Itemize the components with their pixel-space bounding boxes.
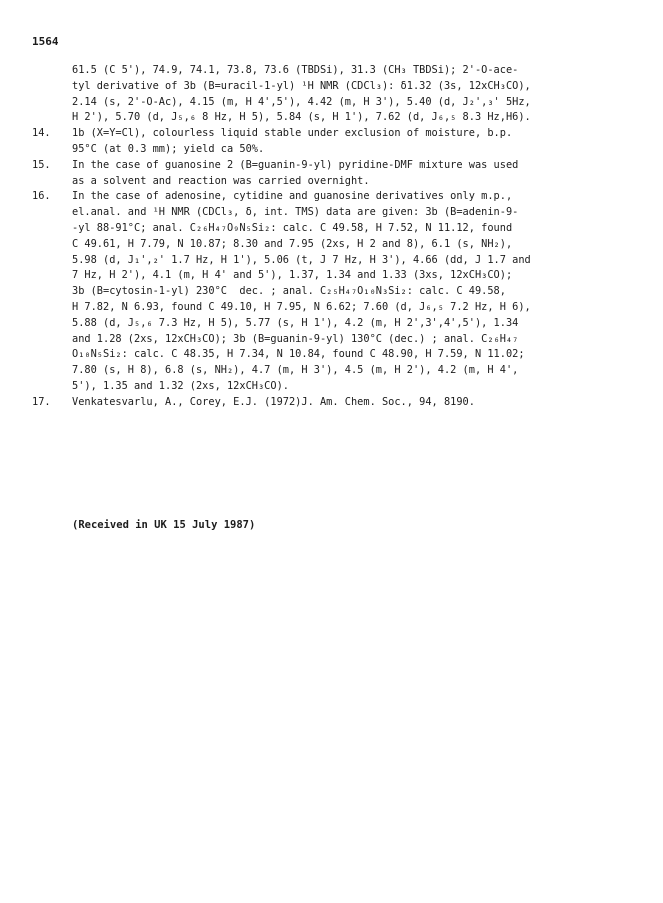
note-line: H 2'), 5.70 (d, J₅,₆ 8 Hz, H 5), 5.84 (s, H 1'), 7.62 (d, J₆,₅ 8.3 Hz,H6).: [72, 111, 531, 124]
note-number: 17.: [32, 395, 51, 408]
note-line: C 49.61, H 7.79, N 10.87; 8.30 and 7.95 (2xs, H 2 and 8), 6.1 (s, NH₂),: [72, 237, 513, 250]
note-16: [32, 189, 632, 394]
note-continued: [32, 63, 632, 126]
note-line: In the case of adenosine, cytidine and guanosine derivatives only m.p.,: [72, 190, 513, 203]
note-line: 2.14 (s, 2'-O-Ac), 4.15 (m, H 4',5'), 4.42 (m, H 3'), 5.40 (d, J₂',₃' 5Hz,: [72, 95, 531, 108]
note-line: 61.5 (C 5'), 74.9, 74.1, 73.8, 73.6 (TBDSi), 31.3 (CH₃ TBDSi); 2'-O-ace-: [72, 64, 519, 76]
note-15: [32, 158, 632, 190]
note-line: 95°C (at 0.3 mm); yield ca 50%.: [72, 142, 265, 155]
note-line: 5.98 (d, J₁',₂' 1.7 Hz, H 1'), 5.06 (t, J 7 Hz, H 3'), 4.66 (dd, J 1.7 and: [72, 253, 531, 266]
note-line: H 7.82, N 6.93, found C 49.10, H 7.95, N 6.62; 7.60 (d, J₆,₅ 7.2 Hz, H 6),: [72, 300, 531, 313]
received-date: (Received in UK 15 July 1987): [72, 519, 256, 531]
notes-list: [32, 63, 632, 411]
note-line: Venkatesvarlu, A., Corey, E.J. (1972)J. Am. Chem. Soc., 94, 8190.: [72, 395, 475, 408]
page-number: 1564: [32, 35, 59, 48]
note-line: tyl derivative of 3b (B=uracil-1-yl) ¹H NMR (CDCl₃): δ1.32 (3s, 12xCH₃CO),: [72, 79, 531, 92]
note-line: 3b (B=cytosin-1-yl) 230°C dec. ; anal. C₂₅H₄₇O₁₀N₃Si₂: calc. C 49.58,: [72, 285, 506, 298]
note-number: 14.: [32, 127, 51, 140]
note-line: -yl 88-91°C; anal. C₂₆H₄₇O₉N₅Si₂: calc. C 49.58, H 7.52, N 11.12, found: [72, 221, 513, 234]
note-number: 16.: [32, 190, 51, 203]
note-number: [32, 63, 72, 126]
note-line: 5'), 1.35 and 1.32 (2xs, 12xCH₃CO).: [72, 379, 289, 392]
note-body: [72, 63, 632, 126]
note-line: el.anal. and ¹H NMR (CDCl₃, δ, int. TMS) data are given: 3b (B=adenin-9-: [72, 206, 519, 219]
note-line: 7 Hz, H 2'), 4.1 (m, H 4' and 5'), 1.37, 1.34 and 1.33 (3xs, 12xCH₃CO);: [72, 269, 513, 282]
note-line: as a solvent and reaction was carried overnight.: [72, 174, 370, 187]
note-line: In the case of guanosine 2 (B=guanin-9-yl) pyridine-DMF mixture was used: [72, 158, 519, 171]
note-body: [72, 395, 632, 411]
note-body: [72, 189, 632, 394]
note-line: 5.88 (d, J₅,₆ 7.3 Hz, H 5), 5.77 (s, H 1'), 4.2 (m, H 2',3',4',5'), 1.34: [72, 316, 519, 329]
note-line: 1b (X=Y=Cl), colourless liquid stable under exclusion of moisture, b.p.: [72, 127, 513, 140]
note-body: [72, 158, 632, 190]
note-17: [32, 395, 632, 411]
note-line: 7.80 (s, H 8), 6.8 (s, NH₂), 4.7 (m, H 3'), 4.5 (m, H 2'), 4.2 (m, H 4',: [72, 364, 519, 377]
note-body: [72, 126, 632, 158]
note-line: O₁₀N₅Si₂: calc. C 48.35, H 7.34, N 10.84, found C 48.90, H 7.59, N 11.02;: [72, 348, 525, 361]
note-14: [32, 126, 632, 158]
note-number: 15.: [32, 158, 51, 171]
note-line: and 1.28 (2xs, 12xCH₃CO); 3b (B=guanin-9-yl) 130°C (dec.) ; anal. C₂₆H₄₇: [72, 332, 519, 345]
